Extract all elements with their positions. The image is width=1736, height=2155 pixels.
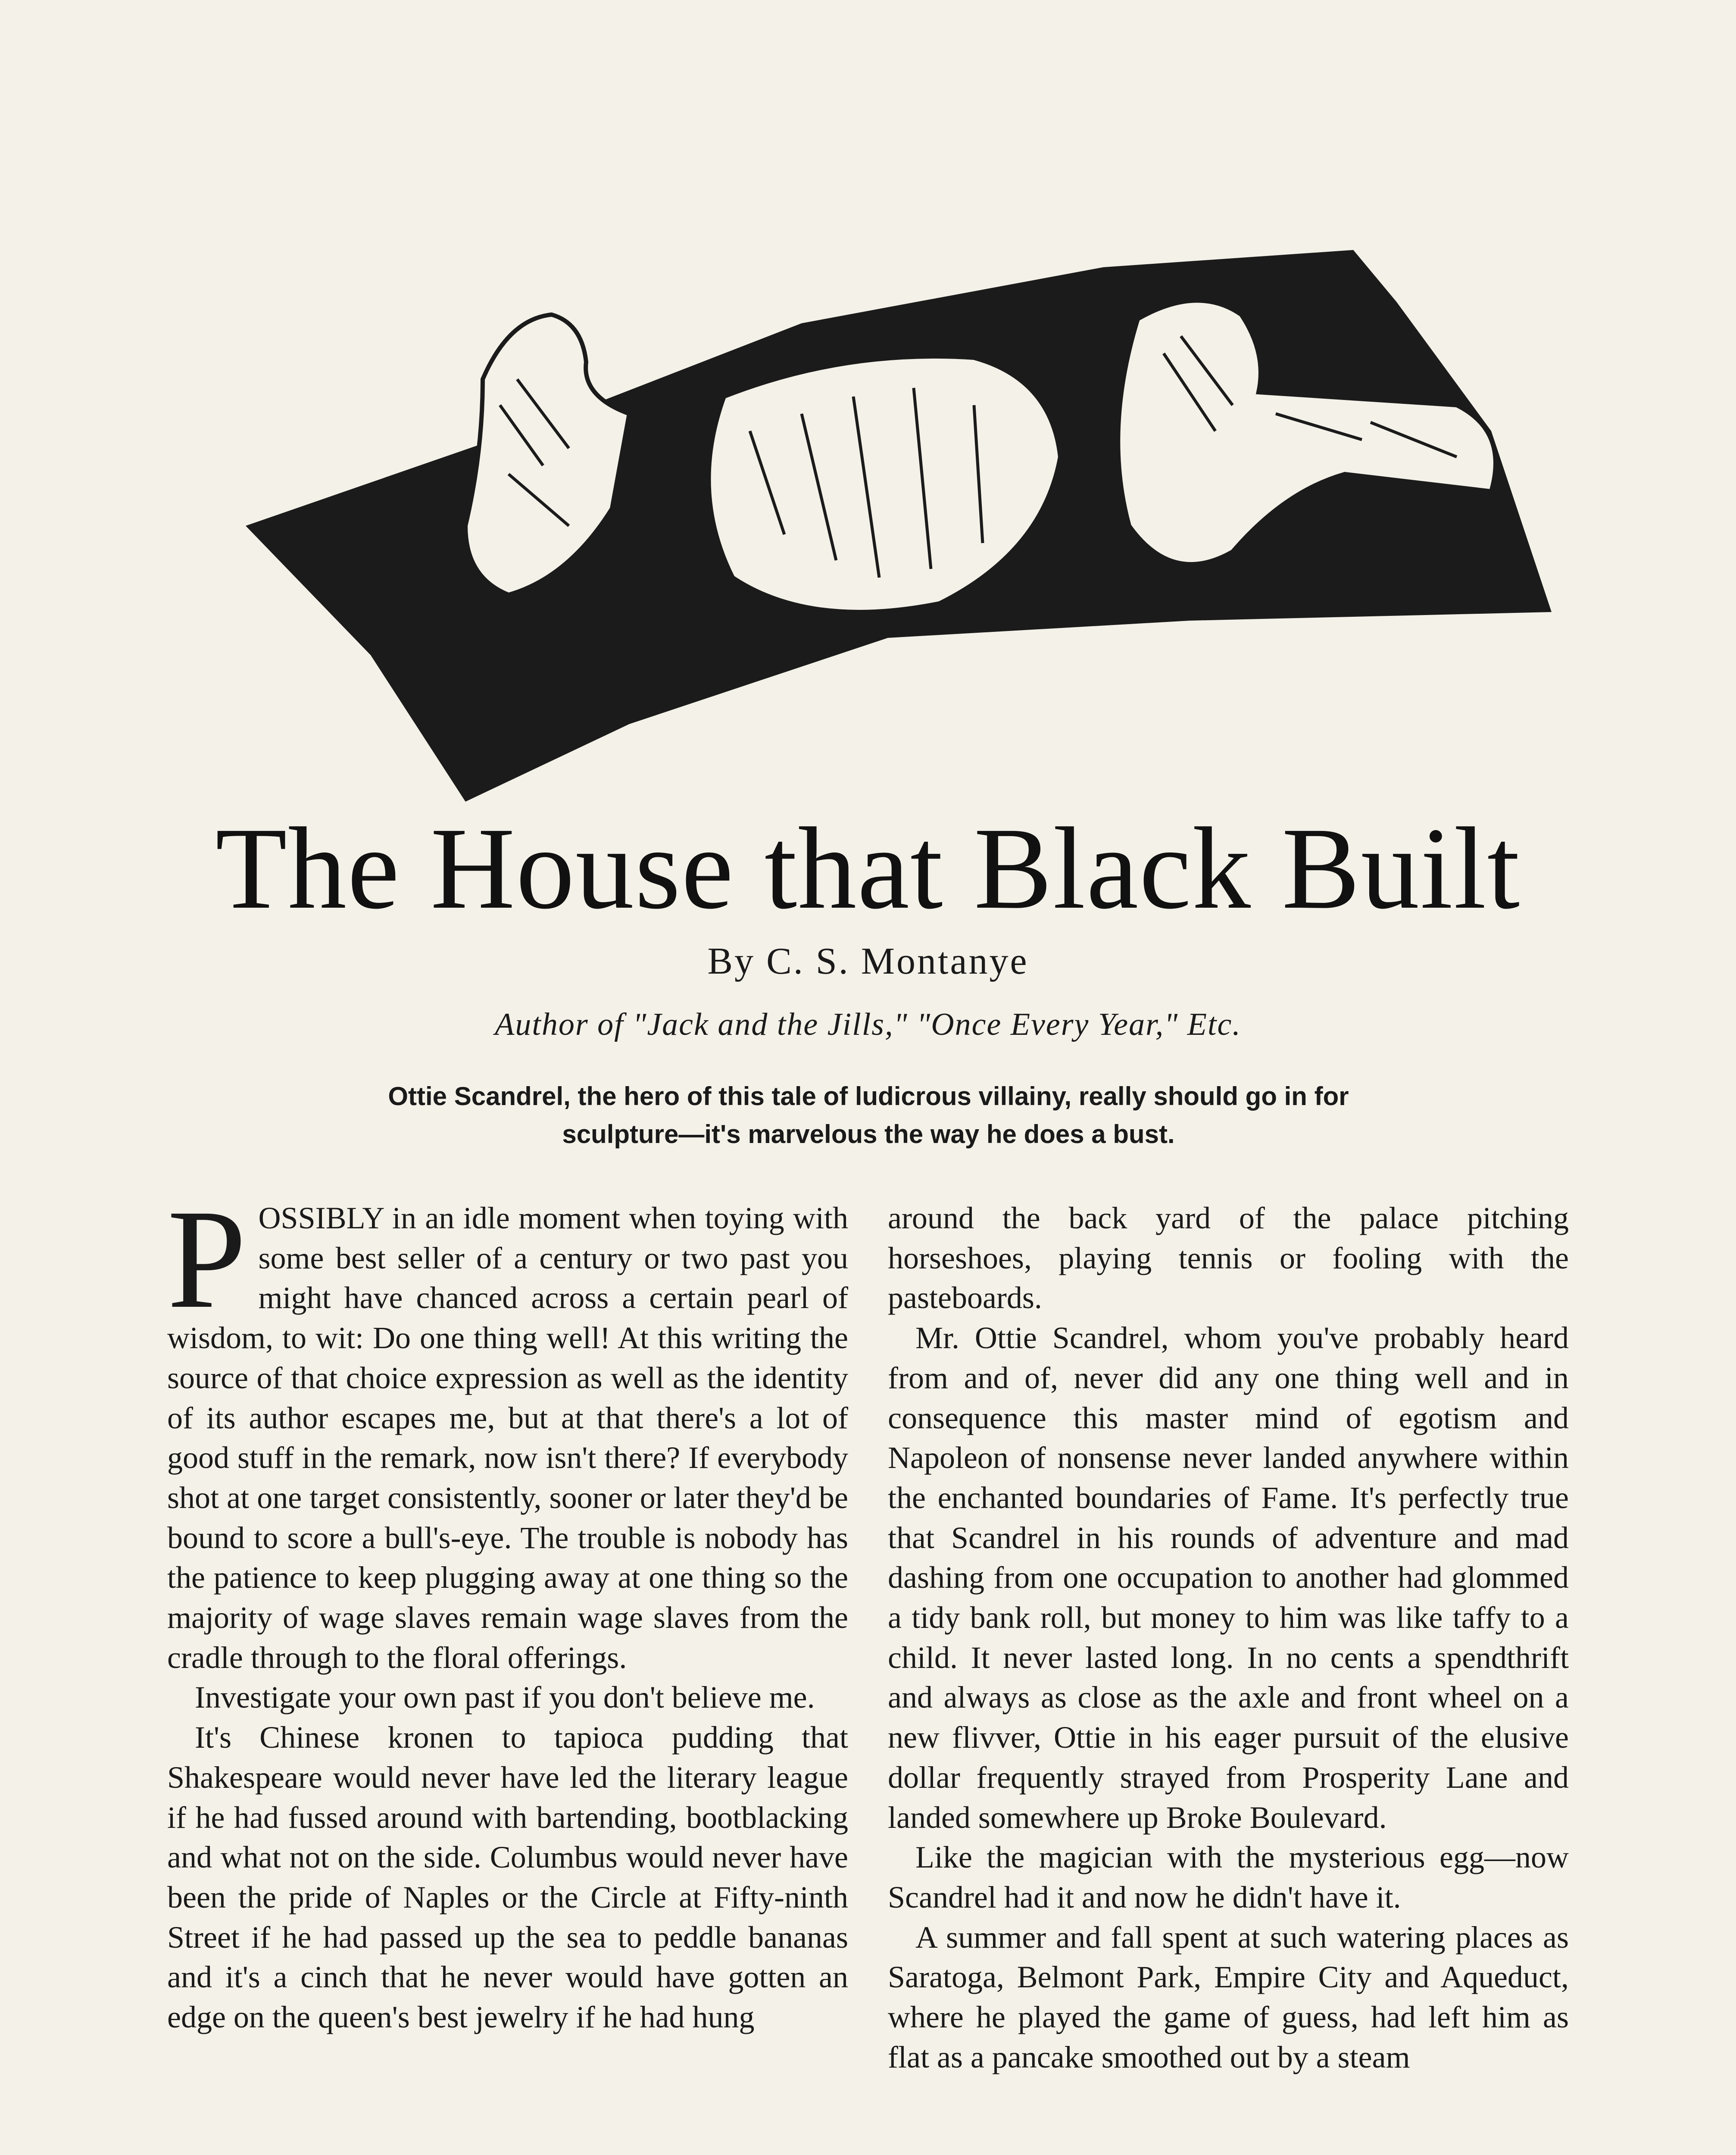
text-column-left	[167, 1181, 848, 2037]
paragraph-text: OSSIBLY in an idle moment when toying with some best seller of a century or two past you might have chanced across a certain pearl of wisdom, to wit: Do one thing well! At this writing the source of that choice expression as well as the identity of its author escapes me, but at that there's a lot of good stuff in the remark, now isn't there? If everybody shot at one target consistently, sooner or later they'd be bound to score a bull's-eye. The trouble is nobody has the patience to keep plugging away at one thing so the majority of wage slaves remain wage slaves from the cradle through to the floral offerings.	[167, 1201, 848, 1675]
paragraph: Investigate your own past if you don't believe me.	[195, 1680, 815, 1715]
paragraph: Mr. Ottie Scandrel, whom you've probably heard from and of, never did any one thing well and in consequence this master mind of egotism and Napoleon of nonsense never landed anywhere within the enchanted boundaries of Fame. It's perfectly true that Scandrel in his rounds of adventure and mad dashing from one occupation to another had glommed a tidy bank roll, but money to him was like taffy to a child. It never lasted long. In no cents a spendthrift and always as close as the axle and front wheel on a new flivver, Ottie in his eager pursuit of the elusive dollar frequently strayed from Prosperity Lane and landed somewhere up Broke Boulevard.	[888, 1321, 1569, 1835]
paragraph: around the back yard of the palace pitching horseshoes, playing tennis or fooling with the pasteboards.	[888, 1201, 1569, 1315]
text-column-right	[888, 1198, 1569, 2077]
author-credits: Author of "Jack and the Jills," "Once Every Year," Etc.	[495, 1007, 1241, 1042]
paragraph: Like the magician with the mysterious egg—now Scandrel had it and now he didn't have it.	[888, 1840, 1569, 1915]
paragraph	[167, 1181, 848, 1677]
story-blurb: Ottie Scandrel, the hero of this tale of ludicrous villainy, really should go in for sculpture—it's marvelous the way he does a bust.	[388, 1082, 1349, 1149]
paragraph: A summer and fall spent at such watering places as Saratoga, Belmont Park, Empire City and Aqueduct, where he played the game of guess, had left him as flat as a pancake smoothed out by a steam	[888, 1920, 1569, 2074]
author-byline: By C. S. Montanye	[707, 940, 1029, 982]
paragraph: It's Chinese kronen to tapioca pudding that Shakespeare would never have led the literary league if he had fussed around with bartending, bootblacking and what not on the side. Columbus would never have been the pride of Naples or the Circle at Fifty-ninth Street if he had passed up the sea to peddle bananas and it's a cinch that he never would have gotten an edge on the queen's best jewelry if he had hung	[167, 1720, 848, 2035]
story-illustration	[241, 250, 1560, 810]
story-title: The House that Black Built	[215, 803, 1521, 933]
drop-cap: P	[167, 1181, 247, 1338]
